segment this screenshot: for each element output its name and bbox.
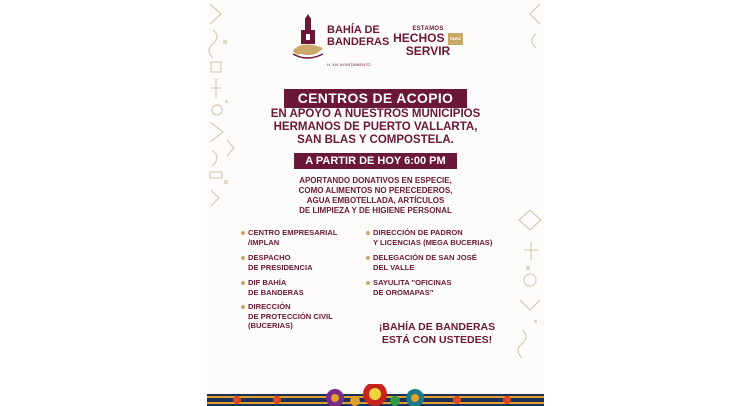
huichol-beadwork-footer	[207, 384, 544, 406]
left-ornament-border	[207, 0, 235, 384]
description-line4: DE LIMPIEZA Y DE HIGIENE PERSONAL	[299, 206, 452, 215]
donation-description	[262, 176, 489, 216]
slogan-line1: ESTAMOS	[412, 26, 444, 32]
bullet-icon	[241, 281, 245, 285]
church-whale-emblem-icon	[291, 14, 325, 64]
closing-message	[366, 321, 508, 347]
slogan-line2: HECHOS	[393, 31, 445, 45]
subtitle-line3: SAN BLAS Y COMPOSTELA.	[297, 134, 454, 146]
slogan-tag: PARA	[448, 33, 463, 45]
subtitle	[247, 108, 504, 147]
time-banner: A PARTIR DE HOY 6:00 PM	[294, 153, 457, 169]
slogan-line3: SERVIR	[405, 43, 451, 58]
bullet-icon	[241, 305, 245, 309]
location-item: DIRECCIÓN DE PADRON Y LICENCIAS (MEGA BUCERIAS)	[373, 228, 493, 247]
right-ornament-border	[516, 0, 544, 384]
logo-caption: H. XIV AYUNTAMIENTO	[327, 62, 371, 67]
location-item: DIF BAHÍA DE BANDERAS	[248, 278, 304, 297]
bullet-icon	[366, 281, 370, 285]
bahia-de-banderas-logo	[291, 14, 391, 72]
title-banner: CENTROS DE ACOPIO	[284, 89, 467, 108]
description-line1: APORTANDO DONATIVOS EN ESPECIE,	[299, 176, 452, 185]
description-line3: AGUA EMBOTELLADA, ARTÍCULOS	[306, 196, 445, 205]
bullet-icon	[366, 231, 370, 235]
bullet-icon	[366, 256, 370, 260]
logo-line1: BAHÍA DE	[327, 24, 380, 36]
location-item: DIRECCIÓN DE PROTECCIÓN CIVIL (BUCERIAS)	[248, 302, 333, 330]
subtitle-line1: EN APOYO A NUESTROS MUNICIPIOS	[270, 108, 481, 120]
location-item: CENTRO EMPRESARIAL /IMPLAN	[248, 228, 338, 247]
subtitle-line2: HERMANOS DE PUERTO VALLARTA,	[273, 121, 478, 133]
logo-name	[327, 24, 389, 48]
bullet-icon	[241, 256, 245, 260]
closing-line1: ¡BAHÍA DE BANDERAS	[378, 321, 496, 333]
bullet-icon	[241, 231, 245, 235]
description-line2: COMO ALIMENTOS NO PERECEDEROS,	[298, 186, 453, 195]
location-item: SAYULITA "OFICINAS DE OROMAPAS"	[373, 278, 452, 297]
location-item: DESPACHO DE PRESIDENCIA	[248, 253, 313, 272]
closing-line2: ESTÁ CON USTEDES!	[381, 334, 493, 346]
logo-line2: BANDERAS	[327, 36, 390, 48]
poster	[207, 0, 544, 406]
slogan-badge	[393, 26, 463, 57]
location-item: DELEGACIÓN DE SAN JOSÉ DEL VALLE	[373, 253, 477, 272]
